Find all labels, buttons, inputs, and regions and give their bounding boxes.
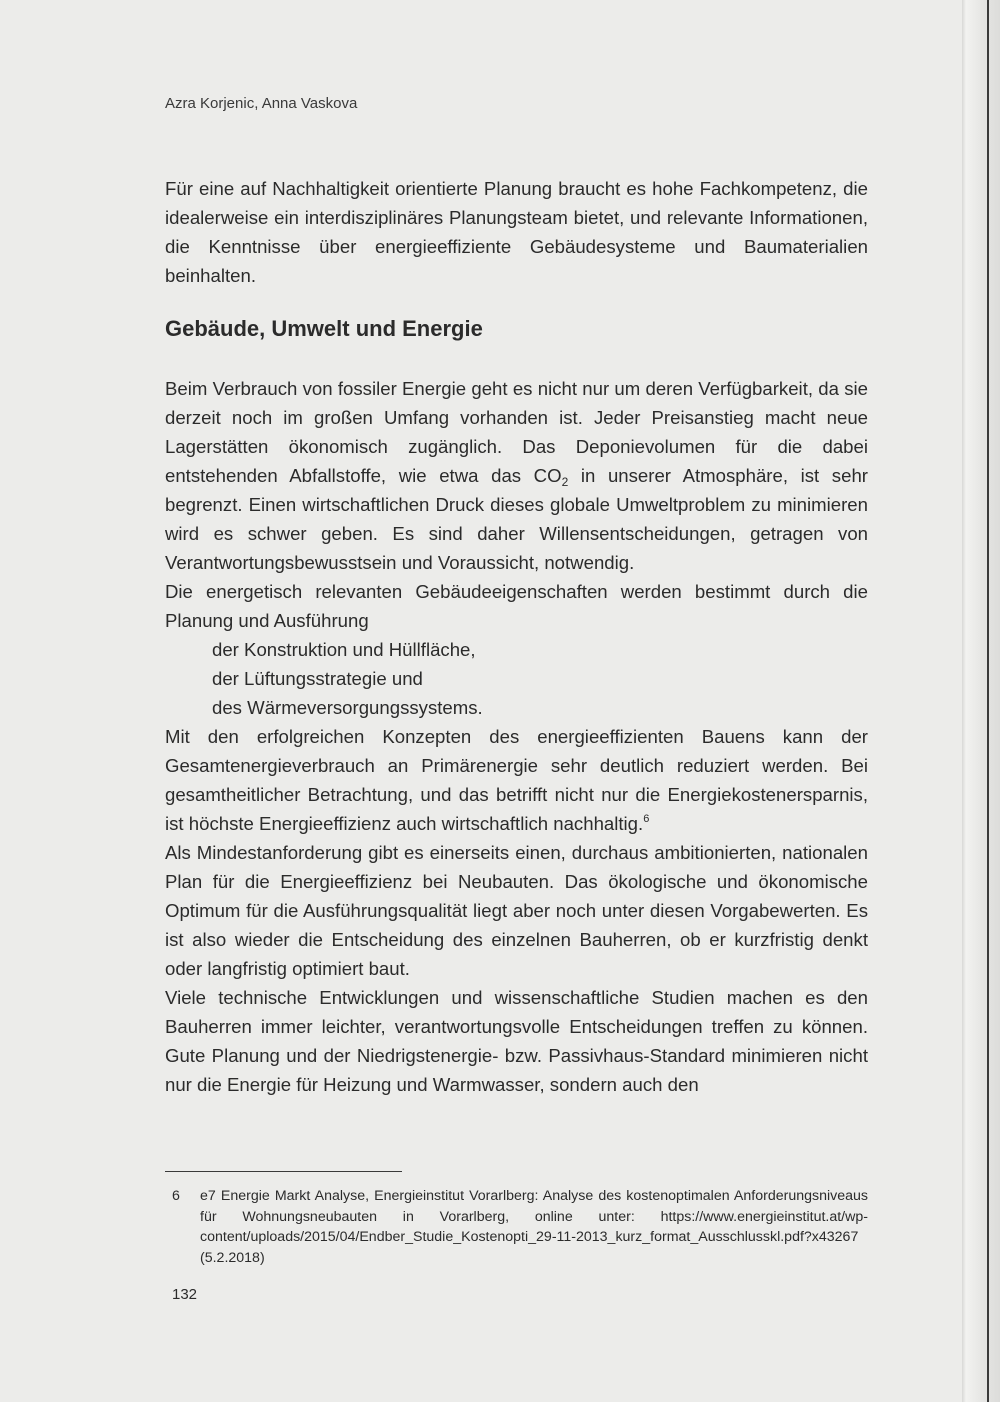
paragraph-1-part-b: in unserer Atmosphäre, ist sehr begrenzt. Einen wirtschaftlichen Druck dieses globale Umweltproblem zu minimieren wird es schwer geben. Es sind daher Willensentscheidungen, getragen von Verantwortungsbewusstsein und Voraussicht, notwendig. (165, 465, 868, 573)
paragraph-3-text: Mit den erfolgreichen Konzepten des energieeffizienten Bauens kann der Gesamtenergieverbrauch an Primärenergie sehr deutlich reduziert werden. Bei gesamtheitlicher Betrachtung, und das betrifft nicht nur die Energiekostenersparnis, ist höchste Energieeffizienz auch wirtschaftlich nachhaltig. (165, 726, 868, 834)
running-head: Azra Korjenic, Anna Vaskova (165, 95, 358, 112)
binding-edge-line (987, 0, 989, 1402)
footnote-text: e7 Energie Markt Analyse, Energieinstitut Vorarlberg: Analyse des kostenoptimalen Anforderungsniveaus für Wohnungsneubauten in Vorarlberg, online unter: https://www.energieinstitut.at/wp-content/uploads/2015/04/Endber_Studie_Kostenopti_29-11-2013_kurz_format_Ausschlusskl.pdf?x43267 (5.2.2018) (200, 1188, 868, 1266)
page-edge (962, 0, 1000, 1402)
paragraph-2: Die energetisch relevanten Gebäudeeigenschaften werden bestimmt durch die Planung und Ausführung (165, 581, 868, 631)
section-heading: Gebäude, Umwelt und Energie (165, 316, 483, 341)
paragraph-4: Als Mindestanforderung gibt es einerseits einen, durchaus ambitionierten, nationalen Plan für die Energieeffizienz bei Neubauten. Das ökologische und ökonomische Optimum für die Ausführungsqualität liegt aber noch unter diesen Vorgabewerten. Es ist also wieder die Entscheidung des einzelnen Bauherren, ob er kurzfristig denkt oder langfristig optimiert baut. (165, 842, 868, 979)
co2-subscript: 2 (561, 475, 569, 489)
paragraph-1 (165, 374, 868, 577)
paragraph-3 (165, 722, 868, 838)
footnote-number: 6 (172, 1188, 180, 1204)
list-item: der Lüftungsstrategie und (212, 668, 423, 689)
property-list (165, 635, 868, 722)
footnote-divider (165, 1171, 402, 1172)
list-item: der Konstruktion und Hüllfläche, (212, 639, 476, 660)
page-number: 132 (172, 1286, 198, 1303)
footnote (165, 1186, 868, 1268)
list-item: des Wärmeversorgungssystems. (212, 697, 483, 718)
intro-paragraph (165, 174, 868, 290)
intro-paragraph-text: Für eine auf Nachhaltigkeit orientierte Planung braucht es hohe Fachkompetenz, die idealerweise ein interdisziplinäres Planungsteam bietet, und relevante Informationen, die Kenntnisse über energieeffiziente Gebäudesysteme und Baumaterialien beinhalten. (165, 178, 868, 286)
footnote-reference: 6 (643, 813, 650, 825)
paragraph-5: Viele technische Entwicklungen und wissenschaftliche Studien machen es den Bauherren immer leichter, verantwortungsvolle Entscheidungen treffen zu können. Gute Planung und der Niedrigstenergie- bzw. Passivhaus-Standard minimieren nicht nur die Energie für Heizung und Warmwasser, sondern auch den (165, 987, 868, 1095)
paragraph-1-part-a: Beim Verbrauch von fossiler Energie geht es nicht nur um deren Verfügbarkeit, da sie derzeit noch im großen Umfang vorhanden ist. Jeder Preisanstieg macht neue Lagerstätten ökonomisch zugänglich. Das Deponievolumen für die dabei entstehenden Abfallstoffe, wie etwa das CO (165, 378, 868, 486)
section-body (165, 374, 868, 1099)
